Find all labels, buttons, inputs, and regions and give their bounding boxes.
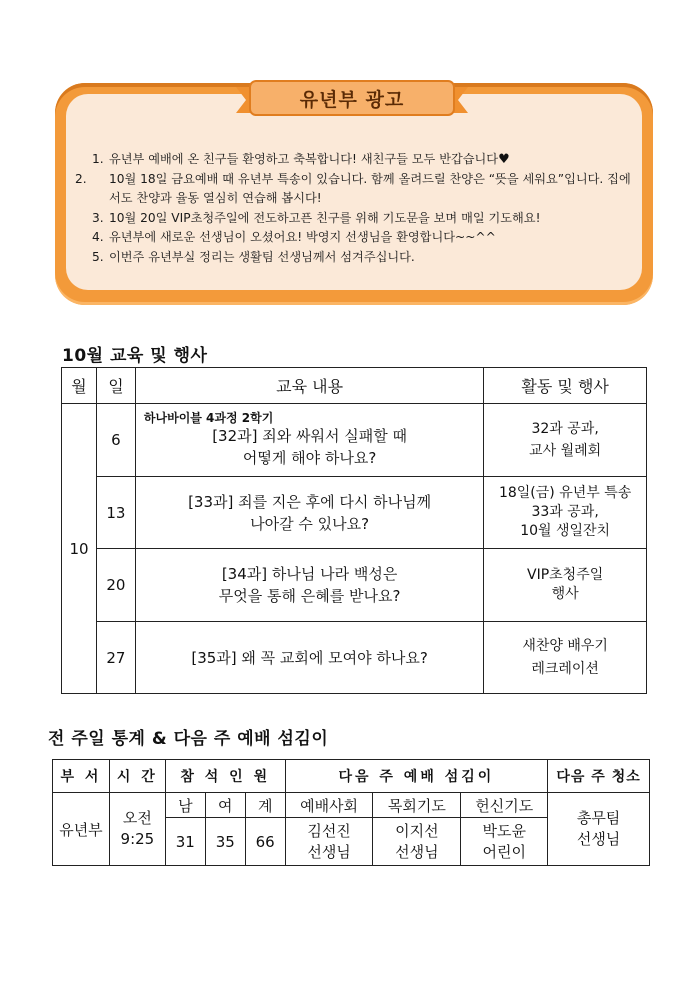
notice-title: 유년부 광고 [299,89,405,111]
activity-line: 18일(금) 유년부 특송 [498,485,632,501]
notice-item-number: 3. [92,210,104,225]
activity-line: 32과 공과, [531,420,599,437]
table-row [62,477,647,549]
server-name: 박도윤 [482,821,526,840]
activity-line: 33과 공과, [531,504,599,520]
day-cell: 13 [96,477,135,549]
female-count: 35 [205,818,245,866]
server-role: 선생님 [307,842,351,861]
activity-line: 행사 [551,586,579,602]
subheader-female: 여 [205,793,245,818]
cleaning-cell [548,793,650,866]
day-cell: 6 [96,404,135,477]
lesson-cell [135,477,483,549]
lesson-line: [32과] 죄와 싸워서 실패할 때 [212,427,407,445]
lesson-line: [33과] 죄를 지은 후에 다시 하나님께 [188,492,432,511]
notice-item-text: 10월 20일 VIP초청주일에 전도하고픈 친구를 위해 기도문을 보며 매일 기도해요! [109,210,541,225]
lesson-cell [135,404,483,477]
month-cell: 10 [62,404,97,694]
notice-item [75,170,632,209]
server-role: 선생님 [395,842,439,861]
notice-item [92,228,632,248]
notice-item [92,248,632,268]
day-cell: 27 [96,622,135,694]
table-row [62,549,647,622]
time-line: 오전 [122,809,152,827]
header-dept: 부 서 [53,760,110,793]
subheader-total: 계 [245,793,285,818]
curriculum-label: 하나바이블 4과정 2학기 [143,411,274,425]
notice-banner [236,79,468,119]
male-count: 31 [165,818,205,866]
stats-heading: 전 주일 통계 & 다음 주 예배 섬김이 [48,729,329,749]
server-name: 이지선 [395,821,439,840]
day-cell: 20 [96,549,135,622]
stats-table [52,759,650,866]
subheader-mc: 예배사회 [285,793,373,818]
subheader-offering: 헌신기도 [461,793,548,818]
notice-item-number: 1. [92,152,104,166]
activity-line: 새찬양 배우기 [522,637,608,654]
server-role: 어린이 [482,842,526,861]
education-table [61,367,647,694]
total-count: 66 [245,818,285,866]
activity-line: VIP초청주일 [527,567,604,583]
time-cell [109,793,165,866]
activity-line: 레크레이션 [531,660,599,677]
education-header-row [62,368,647,404]
activity-cell [484,622,647,694]
activity-line: 교사 월례회 [529,442,602,459]
lesson-line: 무엇을 통해 은혜를 받나요? [218,587,401,605]
lesson-cell [135,549,483,622]
table-row [62,404,647,477]
notice-item [92,150,632,170]
notice-list [75,150,632,267]
notice-item-text: 이번주 유년부실 정리는 생활팀 선생님께서 섬겨주십니다. [109,249,415,264]
notice-item-text: 유년부 예배에 온 친구들 환영하고 축복합니다! 새친구들 모두 반갑습니다 [109,152,499,166]
subheader-male: 남 [165,793,205,818]
activity-cell [484,549,647,622]
column-header-content: 교육 내용 [135,368,483,404]
cleaning-line: 선생님 [576,830,621,848]
activity-line: 10월 생일잔치 [520,523,611,539]
table-row [62,622,647,694]
header-servers: 다음 주 예배 섬김이 [285,760,547,793]
column-header-month: 월 [62,368,97,404]
notice-item-number: 4. [92,230,104,244]
mc-cell [285,818,373,866]
notice-item [92,209,632,229]
notice-item-number: 2. [75,171,87,186]
time-line: 9:25 [120,830,155,848]
subheader-prayer: 목회기도 [373,793,461,818]
server-name: 김선진 [307,821,351,840]
lesson-line: [34과] 하나님 나라 백성은 [221,565,398,583]
header-cleaning: 다음 주 청소 [548,760,650,793]
header-attendance: 참 석 인 원 [165,760,285,793]
stats-subheader-row [53,793,650,818]
notice-item-number: 5. [92,249,104,264]
activity-cell [484,477,647,549]
header-time: 시 간 [109,760,165,793]
lesson-line: [35과] 왜 꼭 교회에 모여야 하나요? [191,648,428,667]
lesson-line: 나아갈 수 있나요? [250,514,370,533]
offering-cell [461,818,548,866]
column-header-day: 일 [96,368,135,404]
prayer-cell [373,818,461,866]
lesson-line: 어떻게 해야 하나요? [242,449,377,467]
lesson-cell [135,622,483,694]
activity-cell [484,404,647,477]
cleaning-line: 총무팀 [576,809,621,827]
education-heading: 10월 교육 및 행사 [62,346,208,366]
stats-header-row [53,760,650,793]
dept-cell: 유년부 [53,793,110,866]
notice-item-text: 10월 18일 금요예배 때 유년부 특송이 있습니다. 함께 올려드릴 찬양은 “뜻을 세워요”입니다. 집에서도 찬양과 율동 열심히 연습해 봅시다! [109,171,631,205]
notice-item-text: 유년부에 새로운 선생님이 오셨어요! 박영지 선생님을 환영합니다~~^^ [109,230,496,244]
column-header-activity: 활동 및 행사 [484,368,647,404]
heart-icon: ♥ [498,152,510,167]
